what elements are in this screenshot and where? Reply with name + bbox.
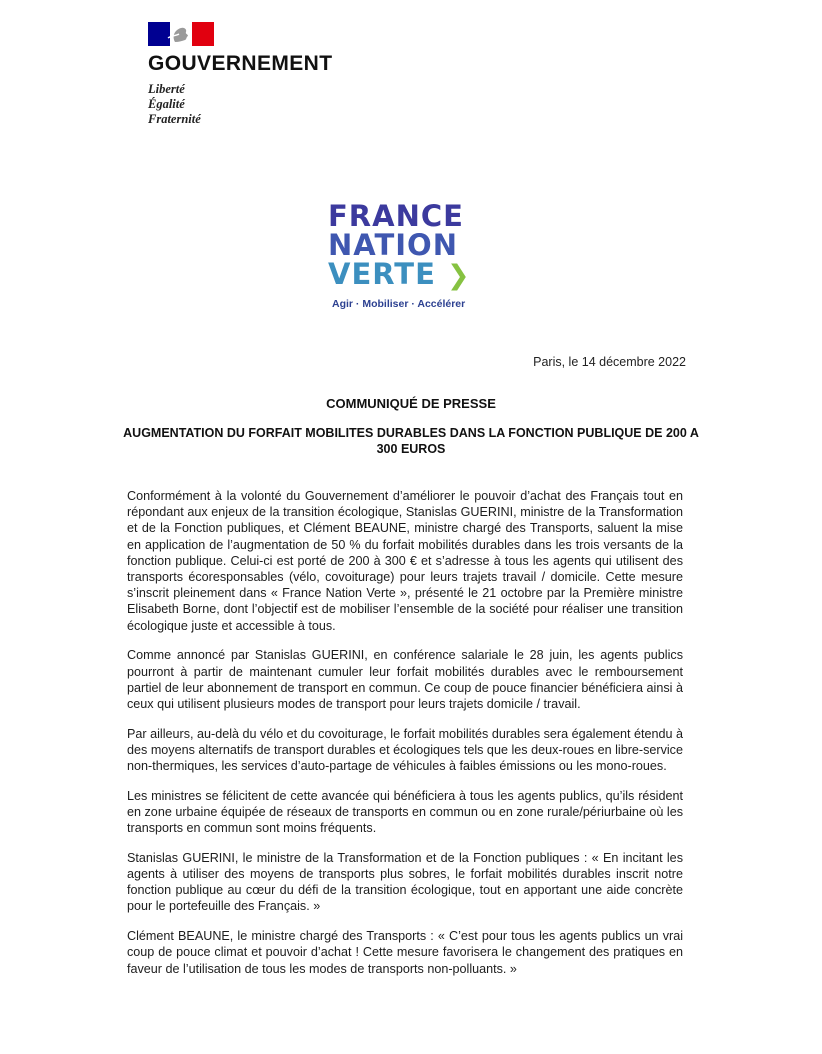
body-paragraph: Stanislas GUERINI, le ministre de la Transformation et de la Fonction publiques : « En incitant les agents à utiliser des moyens de transports plus sobres, le forfait mobilités durables inscrit notre fonction publique au cœur du défi de la transition écologique, tout en apportant une aide concrète pour le portefeuille des Français. » [127,850,683,914]
body-paragraph: Clément BEAUNE, le ministre chargé des Transports : « C’est pour tous les agents publics un vrai coup de pouce climat et pouvoir d’achat ! Cette mesure favorisera le changement des pratiques en faveur de l’utilisation de tous les modes de transports non-polluants. » [127,929,683,976]
motto-liberte: Liberté [148,82,185,96]
logo-line-nation: NATION [328,228,458,262]
body-paragraph: Les ministres se félicitent de cette avancée qui bénéficiera à tous les agents publics, qu’ils résident en zone urbaine équipée de réseaux de transports en commun ou en zone rurale/périurbaine où les transports en commun sont moins fréquents. [127,788,683,836]
document-type-heading: COMMUNIQUÉ DE PRESSE [326,396,496,411]
government-header [148,22,332,127]
logo-tagline: Agir · Mobiliser · Accélérer [332,298,466,310]
government-title: GOUVERNEMENT [148,52,333,75]
logo-line-verte [328,257,488,291]
marianne-flag-icon [148,22,214,46]
body-paragraph: Par ailleurs, au-delà du vélo et du covoiturage, le forfait mobilités durables sera également étendu à des moyens alternatifs de transport durables et écologiques tels que les deux-roues en libre-service non-thermiques, les services d’auto-partage de véhicules à faibles émissions ou les mono-roues. [127,726,683,774]
body-paragraph: Comme annoncé par Stanislas GUERINI, en conférence salariale le 28 juin, les agents publics pourront à partir de maintenant cumuler leur forfait mobilités durables avec le remboursement partiel de leur abonnement de transport en commun. Ce coup de pouce financier bénéficiera ainsi à ceux qui utilisent plusieurs modes de transport pour leurs trajets domicile / travail. [127,648,683,711]
press-release-headline: AUGMENTATION DU FORFAIT MOBILITES DURABLES DANS LA FONCTION PUBLIQUE DE 200 A 300 EUROS [123,426,699,456]
body-paragraph: Conformément à la volonté du Gouvernement d’améliorer le pouvoir d’achat des Français tout en répondant aux enjeux de la transition écologique, Stanislas GUERINI, ministre de la Transformation et de la Fonction publiques, et Clément BEAUNE, ministre chargé des Transports, saluent la mise en application de l’augmentation de 50 % du forfait mobilités durables dans les trois versants de la fonction publique. Celui-ci est porté de 200 à 300 € et s’adresse à tous les agents qui utilisent des transports écoresponsables (vélo, covoiturage) pour leurs trajets travail / domicile. Cette mesure s’inscrit pleinement dans « France Nation Verte », présenté le 21 octobre par la Première ministre Elisabeth Borne, dont l’objectif est de mobiliser l’ensemble de la société pour réaliser une transition écologique juste et accessible à tous. [127,489,683,633]
press-release-date: Paris, le 14 décembre 2022 [533,355,686,369]
republic-motto [148,82,332,127]
logo-line-france: FRANCE [328,199,464,233]
chevron-right-icon: ❯ [446,260,471,291]
motto-fraternite: Fraternité [148,112,201,126]
motto-egalite: Égalité [148,97,185,111]
france-nation-verte-logo [328,199,488,310]
press-release-body [127,488,683,990]
logo-verte-text: VERTE [328,257,436,291]
